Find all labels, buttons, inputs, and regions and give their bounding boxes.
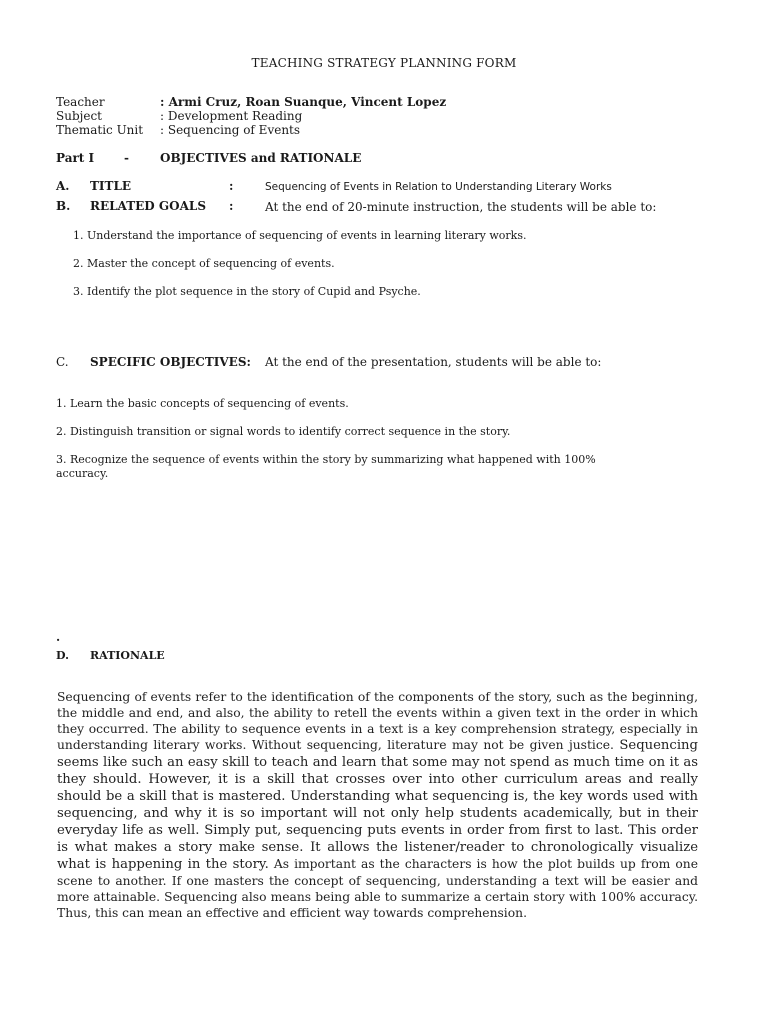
objective-item: 1. Learn the basic concepts of sequencing of events. <box>56 397 349 410</box>
objective-item: 2. Distinguish transition or signal words to identify correct sequence in the story. <box>56 425 511 438</box>
part-label: Part I <box>56 151 95 165</box>
goal-item: 3. Identify the plot sequence in the story of Cupid and Psyche. <box>73 285 421 298</box>
section-c-label: SPECIFIC OBJECTIVES: <box>90 355 251 369</box>
goal-item: 1. Understand the importance of sequencing of events in learning literary works. <box>73 229 527 242</box>
section-a-colon: : <box>229 179 234 193</box>
objective-item: 3. Recognize the sequence of events within the story by summarizing what happened with 100% <box>56 453 596 466</box>
section-d-label: RATIONALE <box>90 649 165 662</box>
section-c-value: At the end of the presentation, students will be able to: <box>265 355 602 369</box>
rationale-paragraph <box>57 689 698 921</box>
section-d-letter: D. <box>56 649 69 662</box>
section-b-label: RELATED GOALS <box>90 199 206 213</box>
objective-item: accuracy. <box>56 467 109 480</box>
rationale-text-part1: Sequencing of events refer to the identification of the components of the story, such as the beginning, the middle and end, and also, the ability to retell the events within a given text in the order in which they occurred. The ability to sequence events in a text is a key comprehension strategy, especially in understanding literary works. Without sequencing, literature may not be given justice. <box>57 690 698 752</box>
section-d-dot: . <box>56 630 61 644</box>
section-b-value: At the end of 20-minute instruction, the students will be able to: <box>265 200 657 214</box>
form-title: TEACHING STRATEGY PLANNING FORM <box>251 56 517 70</box>
subject-value: : Development Reading <box>160 109 303 123</box>
section-b-colon: : <box>229 199 234 213</box>
rationale-text-part3: As important as the characters is how the plot builds up from one scene to another. If one masters the concept of sequencing, understanding a text will be easier and more attainable. Sequencing also means being able to summarize a certain story with 100% accuracy. Thus, this can mean an effective and efficient way towards comprehension. <box>57 857 698 920</box>
section-b-letter: B. <box>56 199 71 213</box>
section-a-value: Sequencing of Events in Relation to Understanding Literary Works <box>265 181 612 193</box>
goal-item: 2. Master the concept of sequencing of events. <box>73 257 335 270</box>
part-heading: OBJECTIVES and RATIONALE <box>160 151 362 165</box>
part-dash: - <box>124 151 129 165</box>
teacher-value: : Armi Cruz, Roan Suanque, Vincent Lopez <box>160 95 447 109</box>
unit-label: Thematic Unit <box>56 123 144 137</box>
unit-value: : Sequencing of Events <box>160 123 301 137</box>
rationale-text-part2: Sequencing seems like such an easy skill to teach and learn that some may not spend as much time on it as they should. However, it is a skill that crosses over into other curriculum areas and really should be a skill that is mastered. Understanding what sequencing is, the key words used with sequencing, and why it is so important will not only help students academically, but in their everyday life as well. Simply put, sequencing puts events in order from first to last. This order is what makes a story make sense. It allows the listener/reader to chronologically visualize what is happening in the story. <box>57 738 698 872</box>
section-a-label: TITLE <box>90 179 132 193</box>
teacher-label: Teacher <box>56 95 105 109</box>
section-a-letter: A. <box>56 179 70 193</box>
subject-label: Subject <box>56 109 102 123</box>
section-c-letter: C. <box>56 355 69 369</box>
